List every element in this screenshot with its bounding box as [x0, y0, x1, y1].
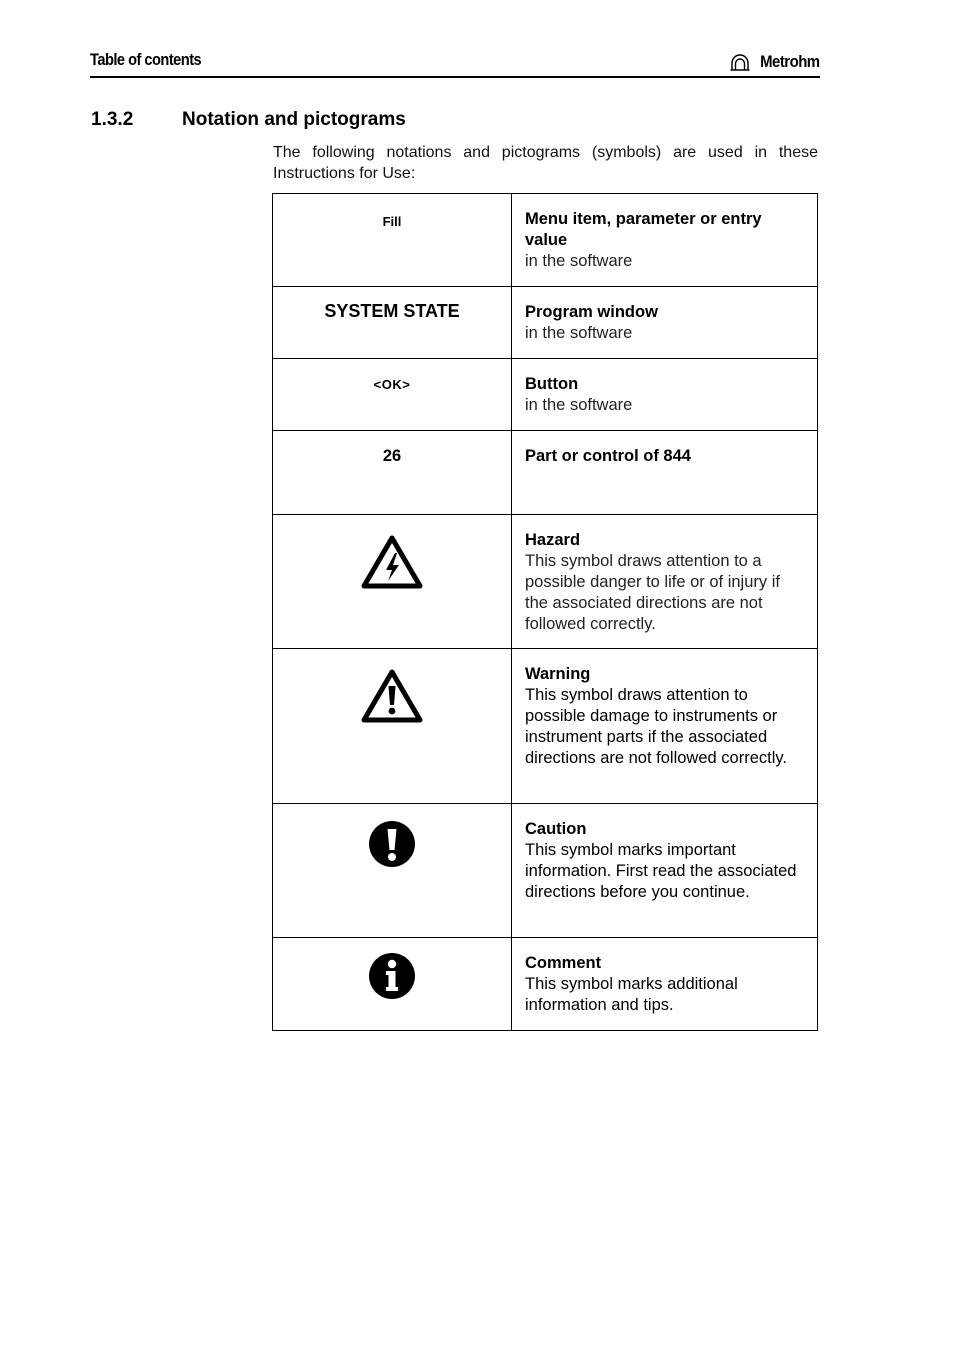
symbol-cell — [273, 938, 512, 1031]
description-title: Part or control of 844 — [525, 447, 691, 465]
symbol-text: Fill — [382, 214, 402, 229]
table-row — [273, 194, 818, 287]
description-text: This symbol draws attention to a possible danger to life or of injury if the associated directions are not followed correctly. — [525, 552, 780, 633]
warning-icon — [361, 668, 423, 724]
table-row — [273, 431, 818, 515]
brand-logo — [730, 52, 820, 72]
intro-paragraph: The following notations and pictograms (symbols) are used in these Instructions for Use: — [273, 144, 818, 182]
symbol-cell — [273, 194, 512, 287]
description-cell — [512, 359, 818, 431]
description-text: in the software — [525, 252, 633, 270]
notation-table — [272, 193, 818, 1031]
description-title: Program window — [525, 303, 658, 321]
description-cell — [512, 431, 818, 515]
description-text: in the software — [525, 396, 633, 414]
description-text: This symbol draws attention to possible damage to instruments or instrument parts if the associated directions are not followed correctly. — [525, 686, 787, 767]
section-number: 1.3.2 — [91, 109, 134, 130]
description-title: Button — [525, 375, 579, 393]
table-row — [273, 649, 818, 804]
symbol-cell — [273, 431, 512, 515]
description-title: Menu item, parameter or entry value — [525, 210, 762, 249]
description-cell — [512, 649, 818, 804]
description-title: Caution — [525, 820, 587, 838]
header-section-label: Table of contents — [90, 50, 202, 69]
symbol-text: SYSTEM STATE — [324, 301, 460, 321]
symbol-cell — [273, 804, 512, 938]
hazard-icon — [361, 534, 423, 590]
symbol-cell — [273, 359, 512, 431]
description-cell — [512, 938, 818, 1031]
description-cell — [512, 287, 818, 359]
description-cell — [512, 194, 818, 287]
symbol-cell — [273, 287, 512, 359]
symbol-cell — [273, 515, 512, 649]
section-title: Notation and pictograms — [182, 109, 406, 130]
caution-icon — [368, 820, 416, 868]
description-title: Warning — [525, 665, 591, 683]
table-row — [273, 359, 818, 431]
page-header — [90, 48, 820, 78]
info-icon — [368, 952, 416, 1000]
table-row — [273, 287, 818, 359]
symbol-text: 26 — [382, 447, 402, 465]
table-row — [273, 804, 818, 938]
brand-name: Metrohm — [760, 52, 820, 71]
table-row — [273, 938, 818, 1031]
description-cell — [512, 804, 818, 938]
description-title: Comment — [525, 954, 602, 972]
metrohm-logo-icon — [730, 53, 750, 71]
table-row — [273, 515, 818, 649]
symbol-cell — [273, 649, 512, 804]
description-text: This symbol marks additional information and tips. — [525, 975, 738, 1014]
description-title: Hazard — [525, 531, 581, 549]
description-cell — [512, 515, 818, 649]
symbol-text: <OK> — [373, 377, 411, 392]
description-text: This symbol marks important information. First read the associated directions before you continue. — [525, 841, 797, 901]
description-text: in the software — [525, 324, 633, 342]
